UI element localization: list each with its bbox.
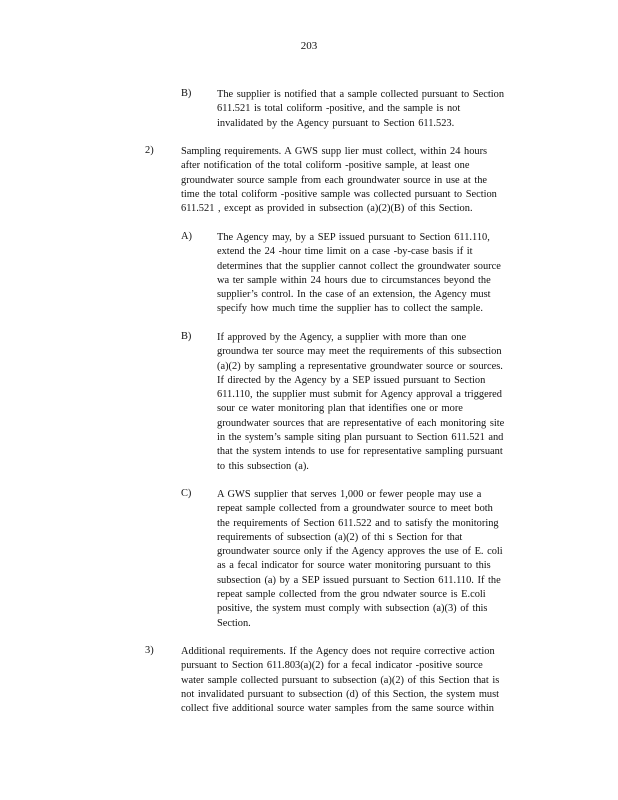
text-line: to this subsection (a). [217,460,309,472]
item-label: 3) [145,645,154,656]
text-line: in the system’s sample siting plan pursuant to Section 611.521 and [217,432,504,444]
text-line: (a)(2) by sampling a representative groundwater source or sources. [217,360,503,372]
text-line: the requirements of Section 611.522 and to satisfy the monitoring [217,517,499,529]
text-line: repeat sample collected from the grou ndwater source is E.coli [217,589,486,601]
item-text [181,645,533,716]
item-label: B) [181,88,192,99]
text-line: positive, the system must comply with subsection (a)(3) of this [217,603,488,615]
text-line: 611.521 , except as provided in subsection (a)(2)(B) of this Section. [181,203,473,215]
text-line: The supplier is notified that a sample collected pursuant to Section [217,89,505,100]
item-text [217,488,533,631]
page-number: 203 [300,40,318,52]
text-line: Additional requirements. If the Agency does not require corrective action [181,646,495,657]
text-line: If approved by the Agency, a supplier with more than one [217,332,467,343]
text-line: repeat sample collected from a groundwater source to meet both [217,503,493,515]
text-line: supplier’s control. In the case of an extension, the Agency must [217,289,491,301]
text-line: invalidated by the Agency pursuant to Section 611.523. [217,117,455,129]
text-line: groundwater source sample from each groundwater source in use at the [181,174,488,186]
text-line: Sampling requirements. A GWS supp lier must collect, within 24 hours [181,146,488,157]
text-line: The Agency may, by a SEP issued pursuant to Section 611.110, [217,232,490,243]
text-line: determines that the supplier cannot collect the groundwater source [217,260,501,272]
item-label: 2) [145,145,154,156]
text-line: time the total coliform -positive sample was collected pursuant to Section [181,188,497,200]
text-line: water sample collected pursuant to subsection (a)(2) of this Section that is [181,674,500,686]
item-label: A) [181,231,192,242]
text-line: as a fecal indicator for source water monitoring pursuant to this [217,560,491,572]
item-label: C) [181,488,192,499]
text-line: groundwater sources that are representative of each monitoring site [217,417,505,429]
text-line: Section. [217,617,251,629]
text-line: groundwa ter source may meet the requirements of this subsection [217,346,502,358]
text-line: not invalidated pursuant to subsection (d) of this Section, the system must [181,688,500,700]
text-line: 611.521 is total coliform -positive, and the sample is not [217,103,461,115]
text-line: collect five additional source water samples from the same source within [181,703,494,715]
item-text [217,88,533,131]
text-line: A GWS supplier that serves 1,000 or fewer people may use a [217,489,482,500]
item-text [217,231,533,317]
text-line: specify how much time the supplier has to collect the sample. [217,303,483,315]
text-line: wa ter sample within 24 hours due to circumstances beyond the [217,274,491,286]
text-line: sour ce water monitoring plan that identifies one or more [217,403,463,415]
text-line: pursuant to Section 611.803(a)(2) for a fecal indicator -positive source [181,660,483,672]
text-line: subsection (a) by a SEP issued pursuant to Section 611.110. If the [217,574,501,586]
text-line: after notification of the total coliform -positive sample, at least one [181,160,470,172]
item-text [217,331,533,474]
item-label: B) [181,331,192,342]
text-line: that the system intends to use for representative sampling pursuant [217,446,503,458]
text-line: groundwater source only if the Agency approves the use of E. coli [217,546,503,558]
text-line: requirements of subsection (a)(2) of thi s Section for that [217,531,463,543]
text-line: 611.110, the supplier must submit for Agency approval a triggered [217,389,502,401]
text-line: extend the 24 -hour time limit on a case -by-case basis if it [217,246,473,258]
text-line: If directed by the Agency by a SEP issued pursuant to Section [217,374,486,386]
item-text [181,145,533,216]
